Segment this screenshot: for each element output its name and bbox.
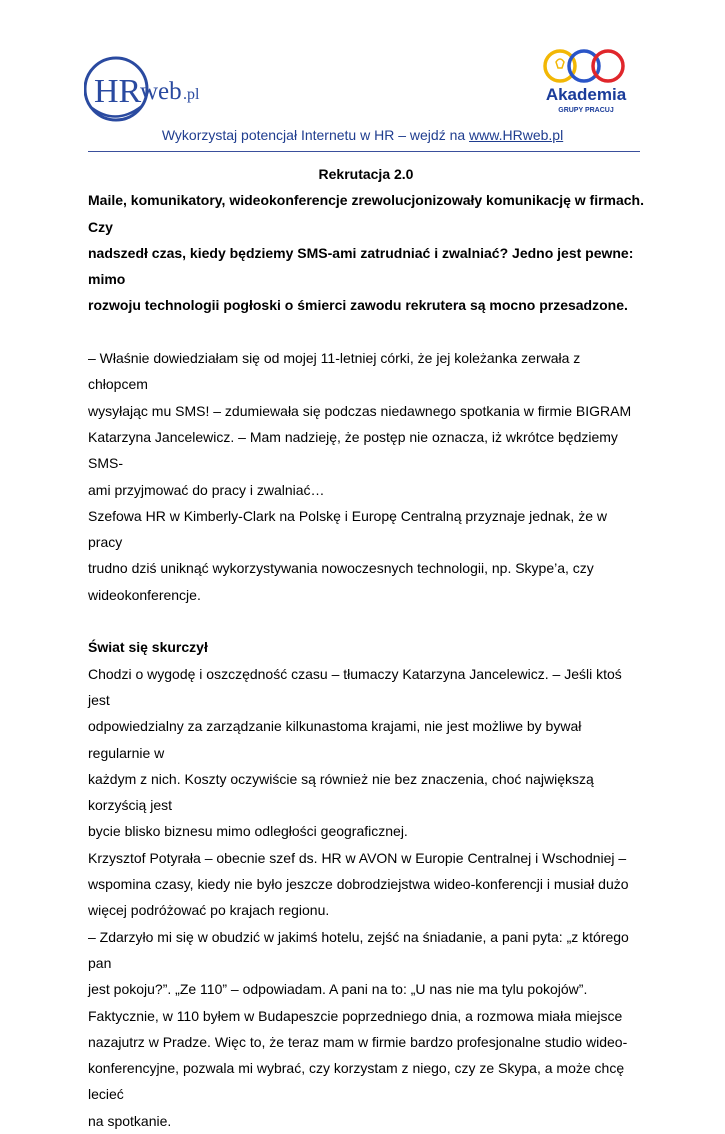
article-body [88, 161, 644, 1134]
lead-line: nadszedł czas, kiedy będziemy SMS-ami zatrudniać i zwalniać? Jedno jest pewne: mimo [88, 244, 634, 288]
paragraph-line: Szefowa HR w Kimberly-Clark na Polskę i Europę Centralną przyznaje jednak, że w pracy [88, 507, 607, 551]
paragraph-line: trudno dziś uniknąć wykorzystywania nowoczesnych technologii, np. Skype’a, czy [88, 560, 594, 577]
paragraph-line: – Właśnie dowiedziałam się od mojej 11-letniej córki, że jej koleżanka zerwała z chłopcem [88, 350, 581, 393]
logo-hr-text: HR [94, 73, 142, 110]
paragraph-line: na spotkanie. [88, 1112, 172, 1129]
tagline-text: Wykorzystaj potencjał Internetu w HR – wejdź na [161, 127, 470, 143]
paragraph-line: ami przyjmować do pracy i zwalniać… [88, 481, 325, 498]
logo-tld-text: .pl [183, 86, 200, 103]
logo-web-text: web [140, 78, 182, 105]
hrweb-logo [84, 52, 214, 128]
paragraph-line: Faktycznie, w 110 byłem w Budapeszcie poprzedniego dnia, a rozmowa miała miejsce [88, 1007, 623, 1024]
paragraph-line: odpowiedzialny za zarządzanie kilkunastoma krajami, nie jest możliwe by bywał regularnie w [88, 718, 582, 761]
paragraph-line: konferencyjne, pozwala mi wybrać, czy korzystam z niego, czy ze Skypa, a może chcę lecieć [88, 1060, 625, 1103]
paragraph-line: wspomina czasy, kiedy nie było jeszcze dobrodziejstwa wideo-konferencji i musiał dużo [88, 876, 629, 893]
header-divider [88, 151, 640, 152]
paragraph-line: Katarzyna Jancelewicz. – Mam nadzieję, że postęp nie oznacza, iż wkrótce będziemy SMS- [88, 428, 618, 472]
paragraph-line: nazajutrz w Pradze. Więc to, że teraz mam w firmie bardzo profesjonalne studio wideo- [88, 1033, 628, 1050]
akademia-logo [536, 44, 636, 120]
section-heading: Świat się skurczył [88, 639, 208, 656]
paragraph-line: jest pokoju?”. „Ze 110” – odpowiadam. A pani na to: „U nas nie ma tylu pokojów”. [88, 981, 588, 998]
lightbulb-icon [556, 59, 564, 68]
grupy-pracuj-text: GRUPY PRACUJ [558, 107, 614, 114]
paragraph-line: Chodzi o wygodę i oszczędność czasu – tłumaczy Katarzyna Jancelewicz. – Jeśli ktoś jest [88, 665, 622, 708]
paragraph-line: każdym z nich. Koszty oczywiście są również nie bez znaczenia, choć największą korzyścią jest [88, 770, 594, 814]
paragraph-line: wysyłając mu SMS! – zdumiewała się podczas niedawnego spotkania w firmie BIGRAM [88, 402, 632, 419]
paragraph-line: wideokonferencje. [88, 586, 201, 603]
header-tagline [0, 127, 725, 143]
paragraph-line: bycie blisko biznesu mimo odległości geograficznej. [88, 823, 408, 840]
paragraph-line: – Zdarzyło mi się w obudzić w jakimś hotelu, zejść na śniadanie, a pani pyta: „z którego pan [88, 928, 629, 971]
paragraph-line: Krzysztof Potyrała – obecnie szef ds. HR w AVON w Europie Centralnej i Wschodniej – [88, 849, 627, 866]
article-title: Rekrutacja 2.0 [318, 166, 414, 182]
lead-line: Maile, komunikatory, wideokonferencje zrewolucjonizowały komunikację w firmach. Czy [88, 192, 645, 235]
lead-line: rozwoju technologii pogłoski o śmierci zawodu rekrutera są mocno przesadzone. [88, 297, 628, 314]
akademia-text: Akademia [545, 85, 627, 104]
hrweb-link[interactable]: www.HRweb.pl [469, 127, 564, 143]
paragraph-line: więcej podróżować po krajach regionu. [88, 902, 330, 919]
